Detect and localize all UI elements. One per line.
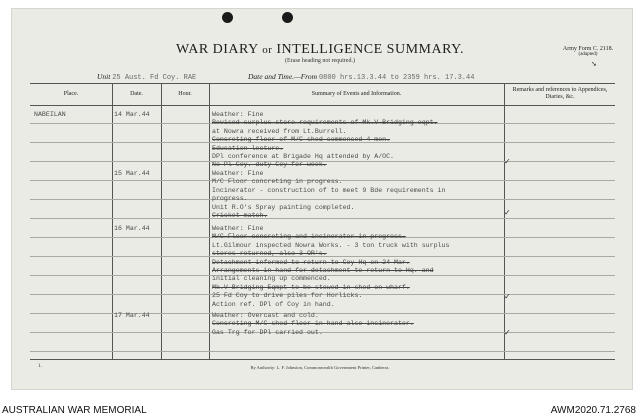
entry-line: Mk.V Bridging Eqmpt to be stowed in shed on wharf. bbox=[212, 283, 410, 291]
entry-line: M/C Floor concreting and incinerator in progress. bbox=[212, 233, 406, 241]
table-bottom-rule bbox=[30, 359, 615, 360]
ruled-line bbox=[30, 351, 615, 352]
column-divider bbox=[504, 83, 505, 359]
unit-line: Unit 25 Aust. Fd Coy. RAE bbox=[97, 72, 197, 82]
header-date: Date. bbox=[130, 91, 143, 97]
entry-line: Weather: Fine bbox=[212, 111, 264, 118]
entry-line: M/C Floor concreting in progress. bbox=[212, 178, 343, 186]
column-divider bbox=[161, 83, 162, 359]
form-title: WAR DIARY or INTELLIGENCE SUMMARY. bbox=[176, 42, 464, 57]
entry-line: Detachment informed to return to Coy Hq on 24 Mar. bbox=[212, 258, 410, 266]
checkmark: ✓ bbox=[504, 208, 511, 217]
entry-line: stores returned, also 3 OR's. bbox=[212, 250, 327, 258]
entry-line: Weather: Fine bbox=[212, 170, 264, 177]
header-summary: Summary of Events and Information. bbox=[311, 91, 402, 97]
entry-line: Action ref. DPl of Coy in hand. bbox=[212, 300, 335, 308]
date-line: Date and Time.—From 0800 hrs.13.3.44 to 2359 hrs. 17.3.44 bbox=[248, 72, 475, 82]
punch-hole-left bbox=[222, 12, 233, 23]
entry-line: Unit R.O's Spray painting completed. bbox=[212, 203, 355, 211]
printer-authority: By Authority: L. F. Johnston, Commonwealth Government Printer, Canberra. bbox=[250, 365, 390, 370]
entry-line: Concreting floor of M/C shed commenced 4 men. bbox=[212, 136, 391, 144]
archive-caption-right: AWM2020.71.2768 bbox=[550, 405, 636, 416]
entry-line: progress. bbox=[212, 195, 248, 203]
ruled-line bbox=[30, 199, 615, 200]
header-place: Place. bbox=[63, 91, 79, 97]
archive-caption-left: AUSTRALIAN WAR MEMORIAL bbox=[2, 405, 147, 416]
table-header-rule bbox=[30, 105, 615, 106]
entry-line: Revised surplus store requirements of Mk.V Bridging eqpt. bbox=[212, 119, 438, 127]
ruled-line bbox=[30, 218, 615, 219]
entry-line: Arrangements in hand for detachment to return to Hq. and bbox=[212, 267, 434, 274]
column-divider bbox=[209, 83, 210, 359]
table-top-rule bbox=[30, 83, 615, 84]
column-divider bbox=[112, 83, 113, 359]
form-adapted: (adapted) bbox=[578, 52, 598, 57]
entry-date: 16 Mar.44 bbox=[114, 225, 150, 232]
checkmark: ✓ bbox=[504, 328, 511, 337]
entry-line: DPl conference at Brigade Hq attended by A/OC. bbox=[212, 153, 395, 160]
checkmark: ✓ bbox=[504, 157, 511, 166]
form-reference: Army Form C. 2118. (adapted) bbox=[548, 46, 628, 57]
entry-line: Lt.Gilmour inspected Nowra Works. - 3 ton truck with surplus bbox=[212, 241, 450, 249]
entry-line: Concreting M/C shed floor in hand also incinerator. bbox=[212, 320, 414, 328]
entry-line: Education lecture. bbox=[212, 144, 284, 152]
entry-date: 17 Mar.44 bbox=[114, 312, 150, 319]
page-number: 1. bbox=[38, 364, 42, 369]
form-subtitle: (Erase heading not required.) bbox=[285, 58, 355, 64]
entry-date: 14 Mar.44 bbox=[114, 111, 150, 118]
entry-line: 25 Fd Coy to drive piles for Horlicks. bbox=[212, 292, 363, 300]
header-remarks: Remarks and references to Appendices, Diaries, &c. bbox=[512, 87, 608, 101]
unit-value: 25 Aust. Fd Coy. RAE bbox=[112, 74, 197, 82]
entry-date: 15 Mar.44 bbox=[114, 170, 150, 177]
checkmark: ✓ bbox=[504, 292, 511, 301]
entry-line: Gas Trg for DPl carried out. bbox=[212, 328, 323, 336]
punch-hole-right bbox=[282, 12, 293, 23]
entry-line: Weather: Overcast and cold. bbox=[212, 312, 319, 319]
date-range-value: 0800 hrs.13.3.44 to 2359 hrs. 17.3.44 bbox=[318, 74, 475, 82]
entry-line: initial cleaning up commenced. bbox=[212, 275, 331, 283]
entry-place: NABEILAN bbox=[34, 111, 66, 118]
pencil-arrow-mark: ➘ bbox=[591, 60, 597, 68]
header-hour: Hour. bbox=[178, 91, 192, 97]
entry-line: at Nowra received from Lt.Burrell. bbox=[212, 127, 347, 135]
entry-line: Weather: Fine bbox=[212, 225, 264, 232]
entry-line: Cricket match. bbox=[212, 212, 268, 219]
entry-line: No Pl Coy. duty Coy for week. bbox=[212, 161, 327, 169]
entry-line: Incinerator - construction of to meet 9 Bde requirements in bbox=[212, 186, 446, 194]
